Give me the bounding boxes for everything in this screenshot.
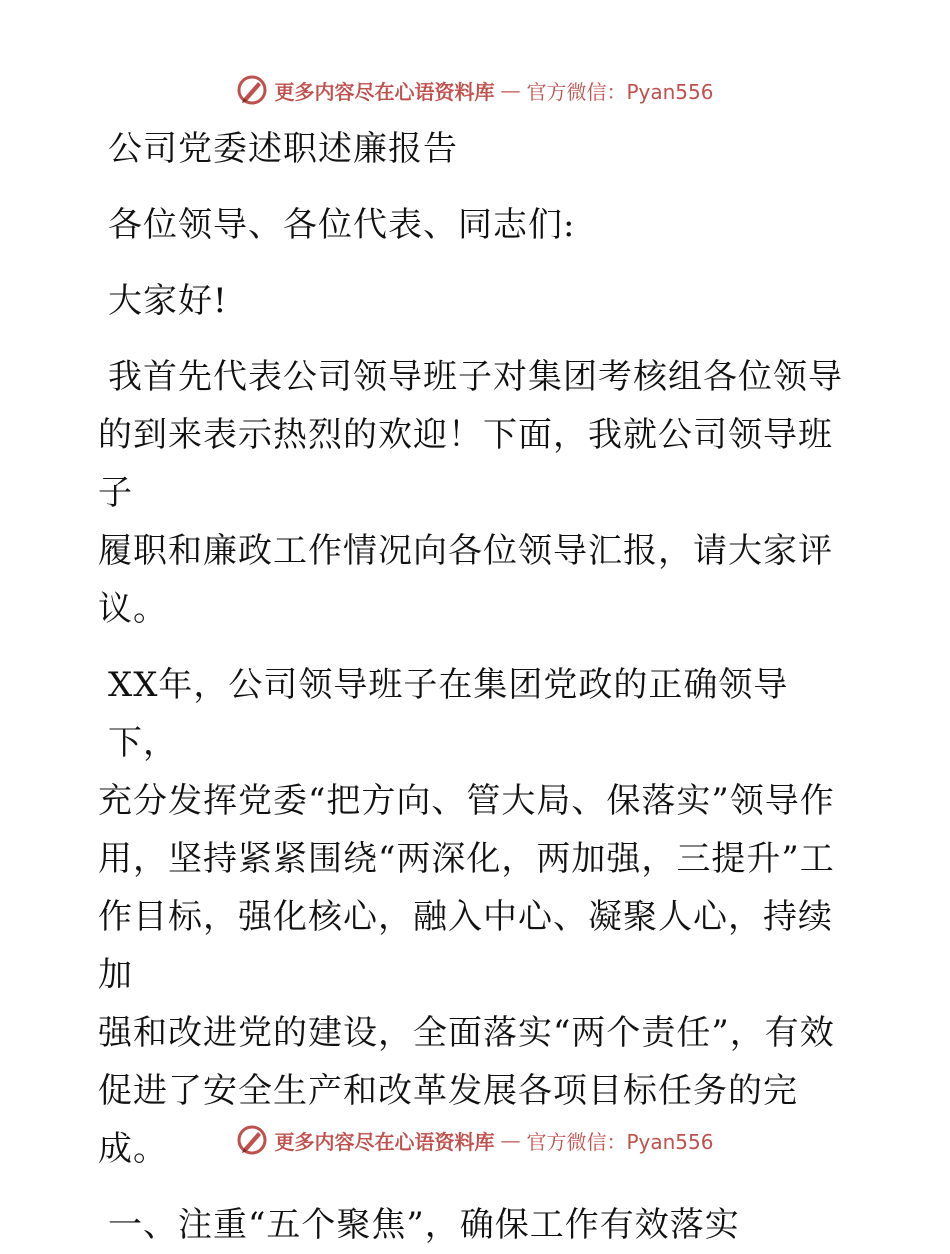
watermark-dash: — [500,1128,521,1152]
paragraph-line: 强和改进党的建设，全面落实“两个责任”，有效 [98,1013,835,1053]
watermark-wechat: 官方微信：Pyan556 [526,1129,714,1154]
watermark-text: 更多内容尽在心语资料库 [274,79,495,104]
greeting: 大家好! [108,281,228,321]
paragraph-line: 我首先代表公司领导班子对集团考核组各位领导 [108,357,843,397]
paragraph-line: 履职和廉政工作情况向各位领导汇报，请大家评 [98,531,833,571]
paragraph-line: 促进了安全生产和改革发展各项目标任务的完成。 [98,1071,798,1169]
watermark-dash: — [500,78,521,102]
document-body [98,120,858,1254]
pen-logo-icon [236,1124,268,1156]
watermark-text: 更多内容尽在心语资料库 [274,1129,495,1154]
footer-watermark [0,1120,950,1160]
watermark-wechat: 官方微信：Pyan556 [526,79,714,104]
paragraph-line: XX年，公司领导班子在集团党政的正确领导下， [108,665,789,763]
paragraph-line: 充分发挥党委“把方向、管大局、保落实”领导作 [98,781,835,821]
paragraph-line: 议。 [98,589,168,629]
paragraph-line: 的到来表示热烈的欢迎！下面，我就公司领导班子 [98,415,833,513]
paragraph-2 [98,656,858,1178]
section-heading: 一、注重“五个聚焦”，确保工作有效落实 [108,1205,740,1245]
header-watermark [0,70,950,110]
paragraph-1 [98,348,858,638]
pen-logo-icon [236,74,268,106]
document-title: 公司党委述职述廉报告 [108,129,458,169]
paragraph-line: 作目标，强化核心，融入中心、凝聚人心，持续加 [98,897,833,995]
salutation: 各位领导、各位代表、同志们: [108,205,576,245]
paragraph-line: 用，坚持紧紧围绕“两深化，两加强，三提升”工 [98,839,835,879]
